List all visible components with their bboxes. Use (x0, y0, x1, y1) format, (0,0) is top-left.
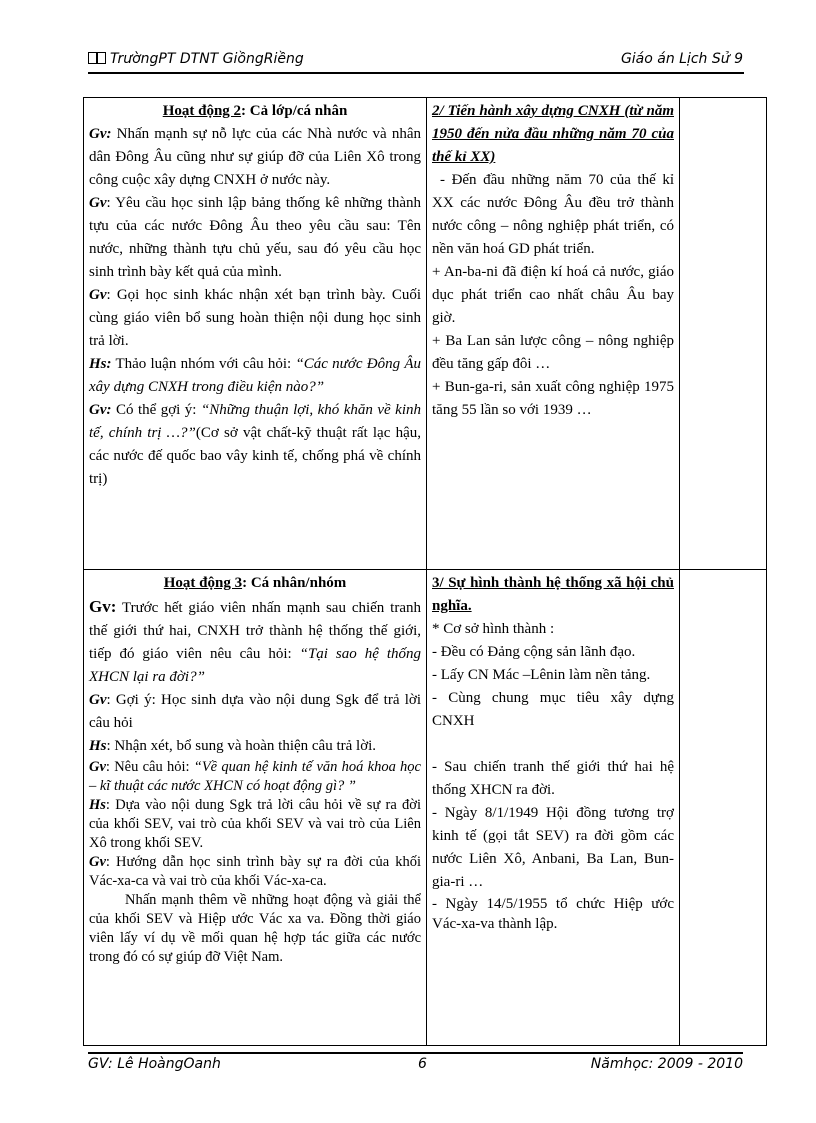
activity2-p4: Hs: Thảo luận nhóm với câu hỏi: “Các nước Đông Âu xây dựng CNXH trong điều kiện nào?” (89, 356, 421, 395)
page-header (88, 51, 743, 71)
notes-cell-1 (680, 98, 767, 570)
header-school (88, 51, 304, 67)
activity3-p4: Gv: Nêu câu hỏi: “Về quan hệ kinh tế văn hoá khoa học – kĩ thuật các nước XHCN có hoạt động gì? ” (89, 758, 421, 794)
footer-rule (88, 1052, 743, 1054)
section3-title: 3/ Sự hình thành hệ thống xã hội chủ nghĩa. (432, 574, 674, 614)
activity3-p6: Gv: Hướng dẫn học sinh trình bày sự ra đời của khối Vác-xa-ca và vai trò của khối Vác-xa-ca. (89, 853, 421, 889)
footer-school-year: Nămhọc: 2009 - 2010 (590, 1056, 743, 1072)
activity3-p2: Gv: Gợi ý: Học sinh dựa vào nội dung Sgk để trả lời câu hỏi (89, 691, 421, 731)
activity3-p1: Gv: Trước hết giáo viên nhấn mạnh sau chiến tranh thế giới thứ hai, CNXH trở thành hệ thống thế giới, tiếp đó giáo viên nêu câu hỏi: “Tại sao hệ thống XHCN lại ra đời?” (89, 596, 421, 685)
section2-cell (427, 98, 680, 570)
section3-p6: - Ngày 8/1/1949 Hội đồng tương trợ kinh tế (gọi tắt SEV) ra đời gồm các nước Liên Xô, Anbani, Ba Lan, Bun-gia-ri … (432, 804, 674, 890)
activity3-cell (84, 569, 427, 1045)
activity2-p5: Gv: Có thể gợi ý: “Những thuận lợi, khó khăn về kinh tế, chính trị …?”(Cơ sở vật chất-kỹ thuật rất lạc hậu, các nước đế quốc bao vây kinh tế, chống phá về chính trị) (89, 402, 421, 487)
section2-p3: + Ba Lan sản lược công – nông nghiệp đều tăng gấp đôi … (432, 333, 674, 372)
section3-p4: - Cùng chung mục tiêu xây dựng CNXH (432, 689, 674, 729)
section2-title: 2/ Tiến hành xây dựng CNXH (từ năm 1950 đến nửa đầu những năm 70 của thế kỉ XX) (432, 103, 674, 165)
activity2-p3: Gv: Gọi học sinh khác nhận xét bạn trình bày. Cuối cùng giáo viên bổ sung hoàn thiện nội dung học sinh trả lời. (89, 287, 421, 349)
header-school-text: TrườngPT DTNT GiồngRiềng (110, 51, 304, 67)
section3-p7: - Ngày 14/5/1955 tổ chức Hiệp ước Vác-xa-va thành lập. (432, 895, 674, 932)
activity3-p7: Nhấn mạnh thêm về những hoạt động và giải thể của khối SEV và Hiệp ước Vác xa va. Đồng thời giáo viên lấy ví dụ về mối quan hệ hợp tác giữa các nước trong đó có sự giúp đỡ Việt Nam. (89, 891, 421, 965)
activity2-p2: Gv: Yêu cầu học sinh lập bảng thống kê những thành tựu của các nước Đông Âu theo yêu cầu sau: Tên nước, những thành tựu chủ yếu, sau đó yêu cầu học sinh trình bày kết quả của mình. (89, 195, 421, 280)
notes-cell-2 (680, 569, 767, 1045)
book-icon (88, 52, 106, 64)
section2-p1: - Đến đầu những năm 70 của thế kỉ XX các nước Đông Âu đều trở thành nước công – nông nghiệp phát triển, có nền văn hoá GD phát triển. (432, 172, 674, 257)
activity3-p3: Hs: Nhận xét, bổ sung và hoàn thiện câu trả lời. (89, 737, 377, 754)
activity2-p1: Gv: Nhấn mạnh sự nỗ lực của các Nhà nước và nhân dân Đông Âu cũng như sự giúp đỡ của Liên Xô trong công cuộc xây dựng CNXH ở nước này. (89, 126, 421, 188)
section3-cell (427, 569, 680, 1045)
header-subject: Giáo án Lịch Sử 9 (620, 51, 743, 67)
lesson-table (83, 97, 767, 1046)
page-footer (88, 1056, 743, 1076)
activity3-title: Hoạt động 3: Cá nhân/nhóm (163, 574, 347, 591)
activity2-title: Hoạt động 2: Cả lớp/cá nhân (162, 103, 348, 119)
page-number: 6 (418, 1056, 427, 1072)
section3-p1: * Cơ sở hình thành : (432, 620, 555, 637)
activity2-cell (84, 98, 427, 570)
footer-teacher: GV: Lê HoàngOanh (88, 1056, 221, 1072)
section2-p4: + Bun-ga-ri, sản xuất công nghiệp 1975 tăng 55 lần so với 1939 … (432, 379, 674, 418)
section3-p2: - Đều có Đảng cộng sản lãnh đạo. (432, 643, 636, 660)
section3-p5: - Sau chiến tranh thế giới thứ hai hệ thống XHCN ra đời. (432, 758, 674, 798)
section2-p2: + An-ba-ni đã điện kí hoá cả nước, giáo dục phát triển cao nhất châu Âu bay giờ. (432, 264, 674, 326)
section3-p3: - Lấy CN Mác –Lênin làm nền tảng. (432, 666, 651, 683)
activity3-p5: Hs: Dựa vào nội dung Sgk trả lời câu hỏi về sự ra đời của khối SEV, vai trò của khối SEV và vai trò của Liên Xô trong khối SEV. (89, 796, 421, 851)
header-rule (88, 72, 744, 74)
